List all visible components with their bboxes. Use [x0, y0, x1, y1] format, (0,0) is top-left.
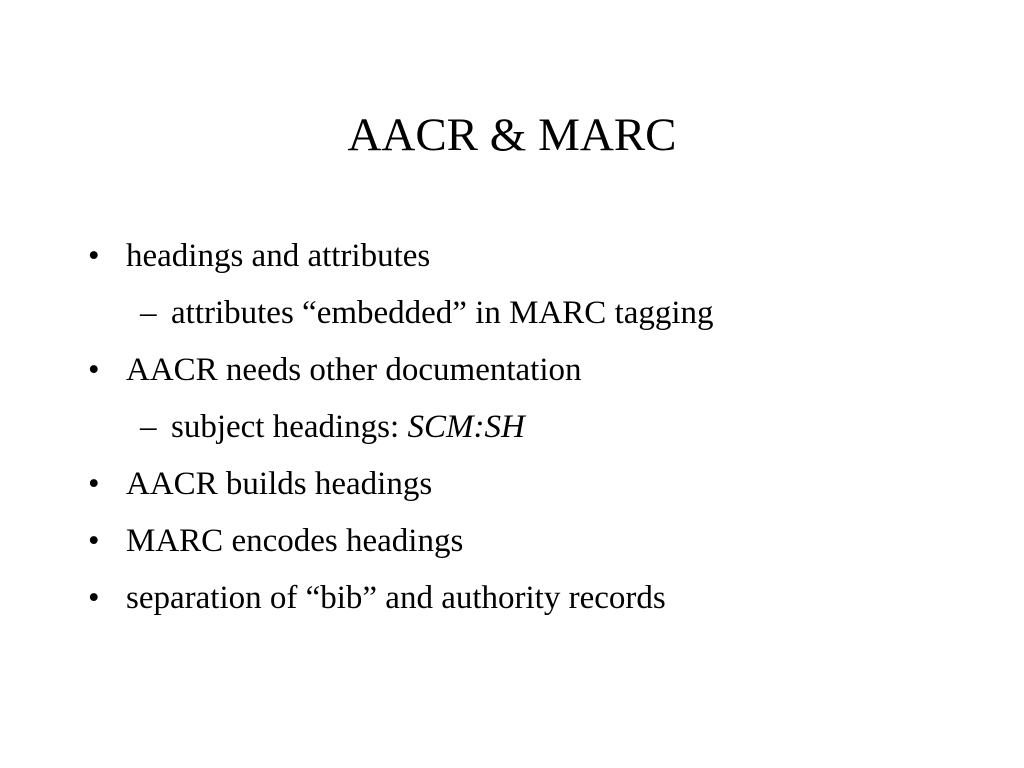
bullet-item [0, 513, 1024, 570]
bullet-item [0, 228, 1024, 285]
bullet-text: AACR builds headings [126, 466, 433, 502]
sub-bullet-text: attributes “embedded” in MARC tagging [171, 295, 714, 331]
bullet-list [0, 228, 1024, 627]
bullet-marker: • [88, 238, 100, 274]
bullet-item [0, 570, 1024, 627]
sub-bullet-text [171, 399, 525, 456]
dash-marker: – [140, 295, 157, 331]
bullet-text: separation of “bib” and authority records [126, 580, 666, 616]
bullet-marker: • [88, 466, 100, 502]
bullet-text: headings and attributes [126, 238, 431, 274]
bullet-marker: • [88, 580, 100, 616]
sub-bullet-item [0, 399, 1024, 456]
bullet-item [0, 342, 1024, 399]
bullet-text: MARC encodes headings [126, 523, 464, 559]
sub-bullet-item [0, 285, 1024, 342]
bullet-item [0, 456, 1024, 513]
bullet-marker: • [88, 352, 100, 388]
slide-title: AACR & MARC [347, 109, 677, 161]
bullet-text: AACR needs other documentation [126, 352, 582, 388]
dash-marker: – [140, 409, 157, 445]
bullet-marker: • [88, 523, 100, 559]
sub-bullet-text-plain: subject headings: [171, 409, 408, 445]
sub-bullet-text-italic: SCM:SH [407, 409, 525, 445]
